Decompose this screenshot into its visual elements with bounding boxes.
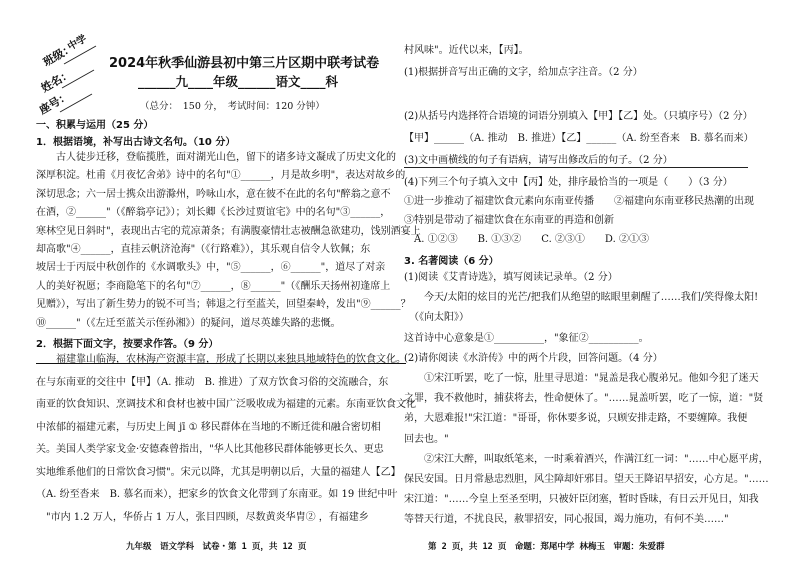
text-line: 弟，大恩难报!"宋江道："哥哥，你休要多说，只顾安排走路，不要缠障。我便 bbox=[404, 413, 748, 425]
text-line: 人的美好祝愿；李商隐笔下的名句"⑦______，⑧______"（《酬乐天扬州初逢席上 bbox=[36, 280, 391, 292]
text-line: 回去也。" bbox=[404, 433, 449, 445]
text-line: 宋江道："……今皇上至圣至明，只被奸臣闭塞，暂时昏昧，有日云开见日，知我 bbox=[404, 494, 759, 506]
section-3-heading: 3. 名著阅读（6 分） bbox=[404, 256, 499, 267]
school-label: 中学 bbox=[66, 33, 89, 53]
class-label: 班级： bbox=[41, 41, 77, 69]
text-line: 福建靠山临海，农林海产资源丰富，形成了长期以来独具地域特色的饮食文化。 bbox=[36, 354, 406, 365]
text-line: （A. 纷至沓来 B. 慕名而来），把家乡的饮食文化带到了东南亚。如 19 世纪中叶 bbox=[36, 489, 398, 500]
text-line: 在酒，②______"（《醉翁亭记》）；刘长卿《长沙过贾谊宅》中的名句"③______， bbox=[36, 207, 391, 219]
answer-line bbox=[404, 167, 748, 168]
text-line: (2)从括号内选择符合语境的词语分别填入【甲】【乙】处。（只填序号）（2 分） bbox=[404, 111, 753, 122]
text-line: ③特别是带动了福建饮食在东南亚的再造和创新 bbox=[404, 215, 614, 226]
text-line: 坡居士于丙辰中秋创作的《水调歌头》中，"⑤______，⑥______"，道尽了对亲 bbox=[36, 262, 386, 274]
text-line: ①进一步推动了福建饮食元素向东南亚传播 ②福建向东南亚移民热潮的出现 bbox=[404, 196, 754, 207]
text-line: 在与东南亚的交往中【甲】（A. 推动 B. 推进）了双方饮食习俗的交流融合，东 bbox=[36, 376, 389, 388]
text-line: 这首诗中心意象是①__________，"象征②__________。 bbox=[404, 332, 649, 344]
text-line: 深厚积淀。杜甫《月夜忆舍弟》诗中的名句"①______，月是故乡明"，表达对故乡的 bbox=[36, 170, 406, 182]
text-line: 古人徒步迁移，登临揽胜，面对湖光山色，留下的诸多诗文凝成了历史文化的 bbox=[36, 152, 396, 163]
text-line: 今天/太阳的炫目的光芒/把我们从绝望的眩眼里刺醒了……我们/笑得像太阳! bbox=[404, 292, 759, 304]
text-line: ①宋江听罢，吃了一惊，肚里寻思道："晁盖是我心腹弟兄。他如今犯了迷天 bbox=[404, 373, 759, 384]
side-fill-lines bbox=[30, 30, 110, 130]
footer-left: 九年级 语文学科 试卷・第 1 页，共 12 页 bbox=[126, 542, 307, 552]
text-line: （《向太阳》） bbox=[404, 312, 469, 324]
seat-label: 座号： bbox=[37, 89, 73, 117]
text-line: 见赠》），写出了新生势力的锐不可当；韩退之行至蓝关，回望秦岭，发出"⑨______？ bbox=[36, 299, 411, 311]
text-line: 村风味"。近代以来，【丙】。 bbox=[404, 45, 529, 56]
text-line: 中浓郁的福建元素，与历史上闽 jī ① 移民群体在当地的不断迁徙和融合密切相 bbox=[36, 421, 381, 433]
name-label: 姓名： bbox=[39, 67, 75, 95]
page-subtitle: ______九____年级______语文____科 bbox=[138, 74, 339, 89]
text-line: 之罪，我不救他时，捕获将去，性命便休了。"……晁盖听罢，吃了一惊，道："贤 bbox=[404, 393, 764, 405]
text-line: (3)文中画横线的句子有语病，请写出修改后的句子。（2 分） bbox=[404, 155, 673, 166]
text-line: 却高歌"④______，直挂云帆济沧海"（《行路难》），其乐观自信令人钦佩；东 bbox=[36, 244, 371, 255]
text-line: 寒林空见日斜时"，表现出古宅的荒凉萧条；有满腹豪情壮志被酬急欲建功，饯别酒宴上 bbox=[36, 225, 421, 237]
text-line: 关。美国人类学家戈金·安德森曾指出，"华人比其他移民群体能够更长久、更忠 bbox=[36, 444, 384, 455]
score-time: （总分： 150 分， 考试时间：120 分钟） bbox=[140, 101, 325, 112]
text-line: (2)请你阅读《水浒传》中的两个片段，回答问题。（4 分） bbox=[404, 352, 663, 364]
text-line: 等替天行道，不扰良民，赦罪招安，同心报国，竭力施功，有何不美……" bbox=[404, 514, 729, 526]
text-line: 南亚的饮食知识、烹调技术和食材也被中国广泛吸收成为福建的元素。东南亚饮食文化 bbox=[36, 399, 416, 410]
section-1-heading: 一、积累与运用（25 分） bbox=[36, 120, 154, 131]
text-line: 保民安国。日月常悬忠烈胆，风尘障却奸邪目。望天王降诏早招安，心方足。"…… bbox=[404, 474, 769, 485]
text-line: (1)根据拼音写出正确的文字，给加点字注音。（2 分） bbox=[404, 67, 643, 78]
text-line: ⑩______"（《左迁至蓝关示侄孙湘》）的疑问，道尽英雄失路的悲慨。 bbox=[36, 317, 341, 329]
text-line: (1)阅读《艾青诗选》，填写阅读记录单。（2 分） bbox=[404, 272, 618, 283]
text-line: (4)下列三个句子填入文中【丙】处，排序最恰当的一项是（ ）（3 分） bbox=[404, 177, 733, 188]
text-line: 实地维系他们的日常饮食习惯"。宋元以降，尤其是明朝以后，大量的福建人【乙】 bbox=[36, 466, 401, 478]
text-line: 【甲】______（A. 推动 B. 推进）【乙】______（A. 纷至沓来 B. 慕名而来） bbox=[404, 133, 754, 144]
q2-heading: 2．根据下面文字，按要求作答。（9 分） bbox=[36, 339, 219, 350]
footer-right: 第 2 页，共 12 页 命题：郑尾中学 林梅玉 审题：朱爱群 bbox=[428, 542, 665, 552]
page-title: 2024年秋季仙游县初中第三片区期中联考试卷 bbox=[109, 56, 380, 71]
text-line: A. ①②③ B. ①③② C. ②③① D. ②①③ bbox=[404, 234, 649, 245]
text-line: ②宋江大醉，叫取纸笔来，一时乘着酒兴，作满江红一词："……中心愿平虏， bbox=[404, 453, 769, 465]
text-line: 深切思念；六一居士携众出游滁州，吟咏山水，意在彼不在此的名句"醉翁之意不 bbox=[36, 188, 391, 200]
q1-heading: 1．根据语境，补写出古诗文名句。（10 分） bbox=[36, 137, 236, 148]
text-line: "市内 1.2 万人，华侨占 1 万人，张目四顾，尽数黄炎华胄② ，有福建乡 bbox=[36, 511, 369, 523]
